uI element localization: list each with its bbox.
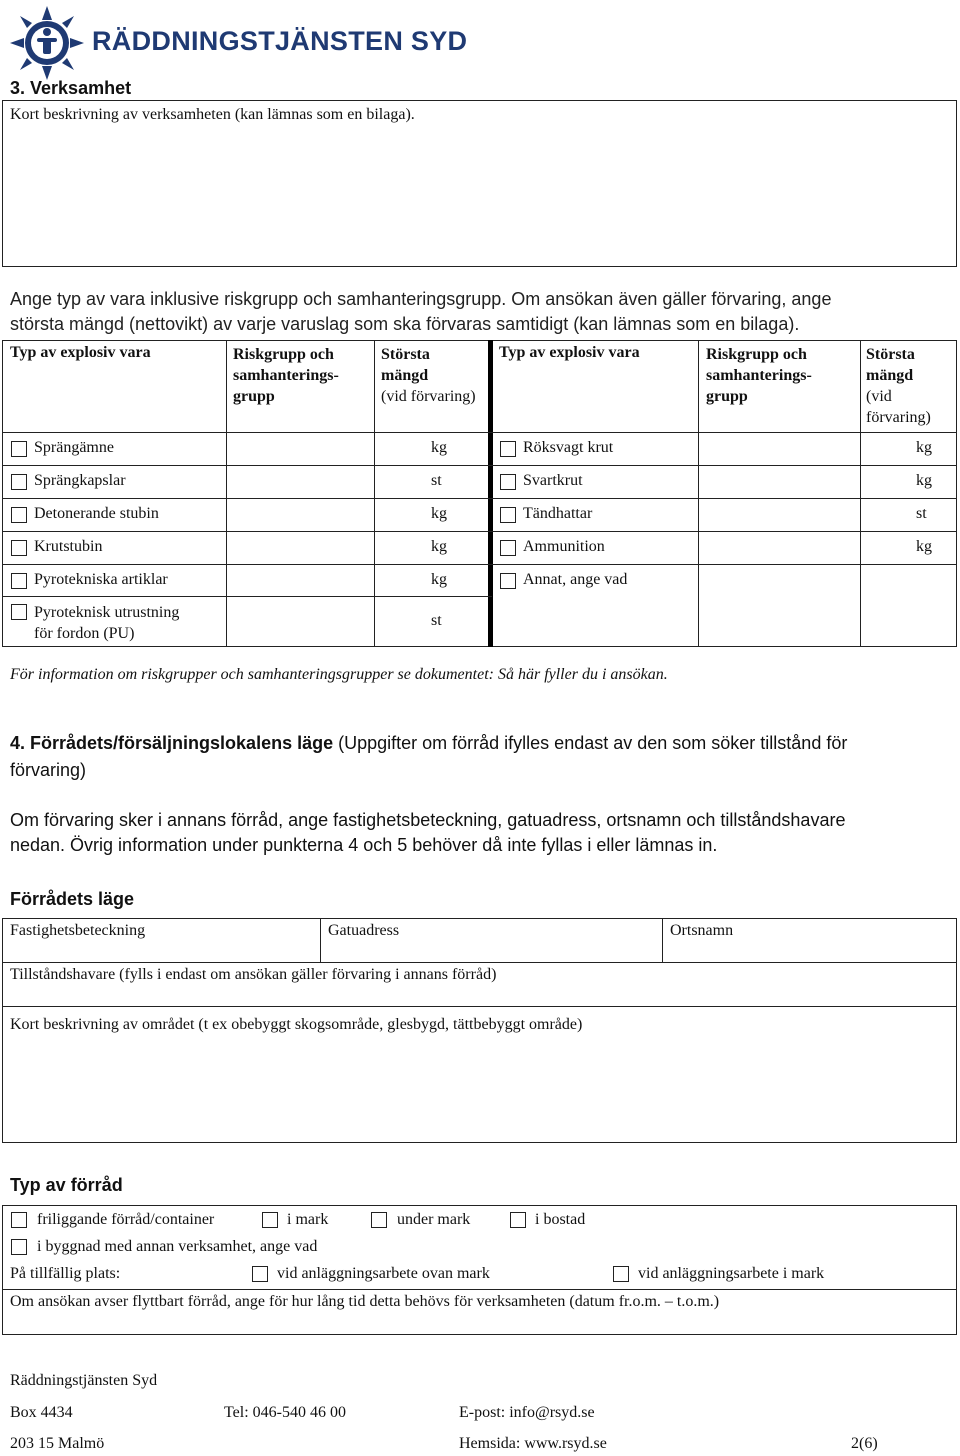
field-gatuadress[interactable]: Gatuadress [328,922,400,939]
col-type-left: Typ av explosiv vara [10,344,151,361]
temp-place-label: På tillfällig plats: [10,1265,121,1282]
field-ortsnamn[interactable]: Ortsnamn [670,922,734,939]
checkbox-i-bostad[interactable] [510,1212,526,1228]
row-label: Annat, ange vad [523,571,628,588]
col-type-right: Typ av explosiv vara [499,344,640,361]
row-unit: kg [916,439,932,456]
checkbox-annat[interactable] [500,573,516,589]
checkbox-sprangamne[interactable] [11,441,27,457]
row-label: Pyroteknisk utrustning för fordon (PU) [34,604,180,642]
row-label: Sprängkapslar [34,472,126,489]
checkbox-ammunition[interactable] [500,540,516,556]
section4-para-line1: Om förvaring sker i annans förråd, ange fastighetsbeteckning, gatuadress, ortsnamn och tillståndshavare [10,810,846,830]
option-label: vid anläggningsarbete ovan mark [277,1265,490,1282]
section3-title: 3. Verksamhet [10,78,132,98]
option-label: i byggnad med annan verksamhet, ange vad [37,1238,318,1255]
field-tillstandshavare[interactable]: Tillståndshavare (fylls i endast om ansökan gäller förvaring i annans förråd) [10,966,497,983]
checkbox-svartkrut[interactable] [500,474,516,490]
row-label: Tändhattar [523,505,593,522]
checkbox-detonerande-stubin[interactable] [11,507,27,523]
footer-email[interactable]: E-post: info@rsyd.se [459,1404,595,1421]
row-unit: st [916,505,927,522]
instruction-line1: Ange typ av vara inklusive riskgrupp och samhanteringsgrupp. Om ansökan även gäller förvaring, ange [10,289,832,309]
checkbox-under-mark[interactable] [371,1212,387,1228]
row-label: Röksvagt krut [523,439,614,456]
footer-tel: Tel: 046-540 46 00 [224,1404,346,1421]
footer-postal: 203 15 Malmö [10,1435,105,1452]
field-fastighetsbeteckning[interactable]: Fastighetsbeteckning [10,922,146,939]
row-label: Krutstubin [34,538,103,555]
info-note: För information om riskgrupper och samhanteringsgrupper se dokumentet: Så här fyller du i ansökan. [10,666,668,683]
option-label: i mark [287,1211,329,1228]
footer-org: Räddningstjänsten Syd [10,1372,158,1389]
checkbox-pyroteknisk-utrustning[interactable] [11,604,27,620]
row-label: Sprängämne [34,439,114,456]
checkbox-krutstubin[interactable] [11,540,27,556]
col-qty-left: Största mängd (vid förvaring) [381,346,476,405]
row-label: Detonerande stubin [34,505,159,522]
row-unit: kg [916,472,932,489]
checkbox-byggnad[interactable] [11,1239,27,1255]
checkbox-ovan-mark[interactable] [252,1266,268,1282]
checkbox-sprangkapslar[interactable] [11,474,27,490]
section4-title-line2: förvaring) [10,760,87,780]
checkbox-pyrotekniska-artiklar[interactable] [11,573,27,589]
checkbox-anlaggning-i-mark[interactable] [613,1266,629,1282]
option-label: vid anläggningsarbete i mark [638,1265,825,1282]
footer-box: Box 4434 [10,1404,73,1421]
checkbox-tandhattar[interactable] [500,507,516,523]
row-unit: kg [431,571,447,588]
activity-box-label: Kort beskrivning av verksamheten (kan lämnas som en bilaga). [10,106,415,123]
field-omrade[interactable]: Kort beskrivning av området (t ex obebyggt skogsområde, glesbygd, tättbebyggt område) [10,1016,583,1033]
option-label: i bostad [535,1211,586,1228]
footer-web[interactable]: Hemsida: www.rsyd.se [459,1435,607,1452]
checkbox-roksvagt-krut[interactable] [500,441,516,457]
org-name: RÄDDNINGSTJÄNSTEN SYD [92,26,468,56]
col-risk-left: Riskgrupp och samhanterings- grupp [233,346,339,405]
row-unit: kg [916,538,932,555]
section4-para-line2: nedan. Övrig information under punkterna 4 och 5 behöver då inte fyllas i eller lämnas in. [10,835,718,855]
checkbox-i-mark[interactable] [262,1212,278,1228]
row-unit: st [431,612,442,629]
row-unit: kg [431,439,447,456]
row-unit: kg [431,505,447,522]
location-title: Förrådets läge [10,889,135,909]
movable-storage-field[interactable]: Om ansökan avser flyttbart förråd, ange för hur lång tid detta behövs för verksamheten (datum fr.o.m. – t.o.m.) [10,1293,720,1310]
section4-title: 4. Förrådets/försäljningslokalens läge (Uppgifter om förråd ifylles endast av den som söker tillstånd för [10,733,848,753]
checkbox-container[interactable] [11,1212,27,1228]
activity-box[interactable] [2,100,957,267]
storage-type-title: Typ av förråd [10,1175,123,1195]
page-number: 2(6) [851,1435,878,1452]
row-label: Pyrotekniska artiklar [34,571,168,588]
col-qty-right: Största mängd (vid förvaring) [866,346,931,426]
row-label: Ammunition [523,538,605,555]
option-label: under mark [397,1211,471,1228]
option-label: friliggande förråd/container [37,1211,215,1228]
row-unit: st [431,472,442,489]
instruction-line2: största mängd (nettovikt) av varje varuslag som ska förvaras samtidigt (kan lämnas som en bilaga). [10,314,800,334]
row-label: Svartkrut [523,472,583,489]
logo [8,4,86,82]
row-unit: kg [431,538,447,555]
explosives-table [2,340,957,647]
col-risk-right: Riskgrupp och samhanterings- grupp [706,346,812,405]
